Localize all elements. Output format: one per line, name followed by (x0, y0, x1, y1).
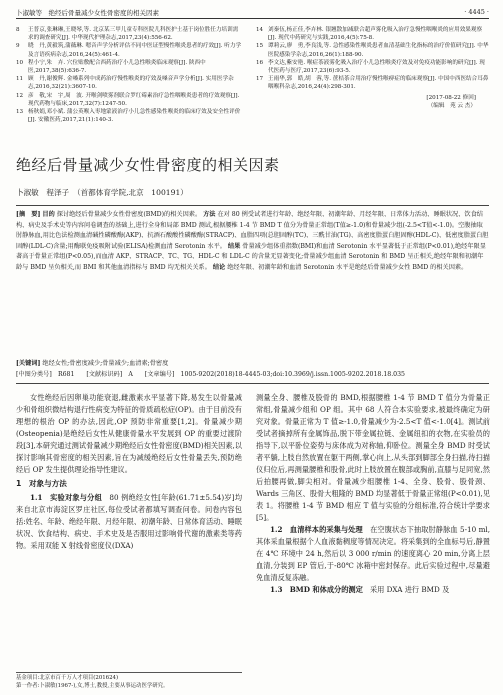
running-header-title: 卜淑敏等 绝经后骨量减少女性骨密度的相关因素 (16, 9, 159, 17)
keywords-text: 绝经女性;骨密度减少;骨量减少;血清素;骨密度 (42, 360, 169, 367)
reference-number: 17 (256, 76, 264, 83)
reference-item (256, 42, 490, 58)
subsection-heading: 1.1 实验对象与分组 (30, 493, 102, 502)
reference-number: 10 (16, 59, 24, 66)
reference-number: 16 (256, 59, 264, 66)
reference-number: 12 (16, 92, 24, 99)
reference-text: 杨秋娟,邓小斌. 蒲公英喉入枣地蒙液治疗小儿急性感染性喉炎的临床疗效及安全性评价[J]. 安徽医药,2017,21(1):140-3. (28, 109, 241, 124)
reference-list-right (256, 26, 490, 110)
reference-text: 晓 丹,黄毅筑,蒲薇琳. 嗯音声学分析评估不同中医证型慢性喉炎患者的疗效[J]. 听力学及言语疾病杂志,2016,24(5):461-4. (28, 43, 242, 58)
fund-note: 基金项目:北京市百千万人才项目(201624) (16, 675, 119, 681)
reference-text: 王普京,张琳琳,王晓琴,等. 北京某三甲儿童专科医院儿科医护士基于岗位胜任力培训需求的调查研究[J]. 中华现代护理杂志,2017,23(4):556-62. (28, 27, 239, 42)
reference-number: 14 (256, 27, 264, 33)
reference-list-left (16, 26, 242, 124)
article-title: 绝经后骨量减少女性骨密度的相关因素 (16, 156, 280, 174)
revision-date: [2017-08-22 修回] (426, 94, 476, 101)
reference-number: 15 (256, 43, 264, 50)
purpose-label: 目的 (42, 211, 55, 218)
article-number: [文章编号] 1005-9202(2018)18-4445-03;doi:10.3969/j.issn.1005-9202.2018.18.035 (144, 371, 405, 378)
body-column-right (256, 392, 490, 596)
intro-paragraph: 女性绝经后因卵巢功能衰退,雌激素水平显著下降,易发生以骨量减少和骨组织微结构退行性病变为特征的骨质疏松症(OP)。由于目前没有理想的根治 OP 的办法,因此,OP 预防非常重要[1,2]。骨量减少期(Osteopenia)是绝经后女性从健康骨量水平发展到 OP 的重要过渡阶段[3],本研究通过测试骨量减少期绝经后女性骨密度(BMD)相关因素,以探讨影响其骨密度的相关因素,旨在为减缓绝经后女性骨量丢失,预防绝经后 OP 发生提供理论指导性建议。 (16, 393, 242, 474)
author-note: 第一作者:卜淑敏(1967-),女,博士,教授,主要从事运动医学研究。 (16, 683, 169, 689)
reference-text: 刘秦伍,杨正佳,李卉林. 银翘散加减联合超声雾化吸入治疗急慢性咽喉炎的应用效果观察[J]. 现代中药研究与实践,2016,4(5):75-8. (268, 27, 483, 42)
reference-item (16, 75, 242, 91)
reference-text: 顾 丹,谢俊辉. 金嗓系列中成药治疗慢性喉炎的疗效及嗓音声学分析[J]. 实用医学杂志,2016,32(21):3607-10. (28, 76, 234, 91)
abstract-top-rule (16, 205, 489, 206)
method-label: 方法 (203, 211, 216, 218)
keywords (16, 358, 489, 367)
reference-text: 李文达,紫安艳. 喉症茶液雾化吸入治疗小儿急性喉炎疗效及对免疫功能影响的研究[J]. 现代医药与医疗,2017,23(6):93-5. (268, 59, 485, 75)
page-number: · 4445 · (464, 8, 489, 16)
reference-text: 程小宁,朱 卉. 穴位贴敷配合西药治疗小儿急性喉炎临床观察[J]. 陕西中医,2017,38(5):636-7. (28, 59, 206, 75)
running-header (16, 6, 489, 19)
reference-number: 13 (16, 109, 24, 116)
reference-item (16, 92, 242, 108)
subsection-heading: 1.2 血清样本的采集与处理 (270, 525, 363, 534)
reference-text: 彦 敬,宋 宇,周 波. 开喉剑喷雾剂联合罗红霉素治疗急性咽喉炎患者的疗效观察[J]. 现代药物与临床,2017,32(7):1247-50. (28, 92, 240, 107)
reference-item (16, 59, 242, 75)
result-label: 结果 (227, 242, 241, 250)
reference-item (16, 42, 242, 58)
reference-number: 8 (16, 27, 20, 33)
conclusion-text: 绝经年限、初潮年龄和血清 Serotonin 水平是绝经后骨量减少女性 BMD 的相关因素。 (227, 263, 468, 271)
editor-credit: （编辑 苑 云 杰） (427, 102, 476, 109)
section-heading: 1 对象与方法 (16, 479, 67, 488)
reference-item (256, 75, 490, 91)
abstract-label: [摘 要] (16, 211, 41, 218)
bmd-paragraph: 采用 DXA 进行 BMD 及 (369, 585, 450, 594)
reference-item (256, 59, 490, 75)
abstract-bottom-rule (16, 383, 489, 384)
reference-item (16, 108, 242, 124)
body-column-left (16, 392, 242, 552)
reference-item (16, 26, 242, 42)
conclusion-label: 结论 (212, 263, 226, 271)
subjects-paragraph: 80 例绝经女性[年龄(61.71±5.54)岁]均来自北京市海淀区罗庄社区,每位受试者都填写调查问卷。问卷内容包括:姓名、年龄、绝经年限、月经年限、初潮年龄、日常体育活动、睡眠状况、饮食结构、病史、手术史及是否服用过影响骨代谢的激素类等药物。采用双能 X 射线骨密度仪(DXA) (16, 493, 243, 550)
purpose-text: 探讨绝经后骨量减少女性骨密度(BMD)的相关因素。 (56, 211, 202, 218)
author-line: 卜淑敏 程泽子 （首都体育学院,北京 100191） (16, 188, 188, 197)
reference-number: 11 (16, 76, 24, 83)
reference-item (256, 26, 490, 42)
reference-text: 王雨华,郭 皓,胡 蓉,等. 蔗桔茶合用治疗慢性喉痹症的临床观察[J]. 中国中西医结合耳鼻咽喉科杂志,2016,24(4):298-301. (268, 76, 489, 91)
reference-number: 9 (16, 43, 20, 50)
serum-paragraph: 在空腹状态下抽取肘静脉血 5-10 ml,其体采血量根据个人血液黏稠度等情况决定。将采集到的全血标号后,静置在 4℃ 环境中 24 h,然后以 3 000 r/min 的速度离心 20 min,分离上层血清,分装到 EP 管后,于-80℃ 冰箱中密封保存。此后实验过程中,尽量避免血清反复冻融。 (256, 525, 490, 582)
footnote (16, 672, 242, 690)
document-code: [文献标识码] A (86, 371, 133, 378)
classification-line (16, 369, 489, 378)
keywords-label: [关键词] (16, 360, 41, 367)
grouping-paragraph: 测量全身、腰椎及股骨的 BMD,根据腰椎 1-4 节 BMD T 值分为骨量正常组,骨量减少组和 OP 组。其中 68 人符合本实验要求,被最终确定为研究对象。骨量正常为 T 值≥-1.0,骨量减少为-2.5<T 值<-1.0[4]。测试前受试者摘掉所有金属饰品,脱下带金属拉链、金属纽扣的衣物,在实验员的指导下,以平卧位姿势与床体成为对称轴,仰卧位。测量全身 BMD 时受试者平躺,上肢自然放置在躯干两侧,掌心向上,从头部到脚部全身扫描,待扫描仪归位后,再测量腰椎和股骨,此时上肢放置在腹部或胸前,直膝与足同宽,然后拍腰再做,脚尖相对。骨量减少组腰椎 1-4、全身、股骨、股骨颈、Wards 三角区、股骨大粗隆的 BMD 均显著低于骨量正常组(P<0.01),见表 1。将腰椎 1-4 节 BMD 相应 T 值与实验的分组标准,符合统计学要求[5]。 (256, 393, 490, 522)
reference-text: 谭莉云,廖 勇,李良浅,等. 急性感染性喉炎患者血清基础生化指标的治疗价值研究[J]. 中华医院感染学杂志,2016,26(1):188-90. (268, 43, 489, 58)
result-text: 骨量减少组体重指数(BMI)和血清 Serotonin 水平显著低于正常组(P<0.01),绝经年限显著高于骨量正常组(P<0.05),而血清 AKP、STRACP、TC、TG、HDL-C 和 LDL-C 的含量无显著变化;骨量减少组血清 Serotonin 和 BMD 呈正相关,绝经年限和初潮年龄与 BMD 呈负相关,而 BMI 和其他血清指标与 BMD 均无相关关系。 (16, 242, 486, 271)
abstract (16, 210, 489, 273)
clc-number: [中图分类号] R681 (16, 371, 75, 378)
method-text: 在对 80 例受试者进行年龄、绝经年限、初潮年龄、月经年限、日常体力活动、睡眠状况、饮食结构、病史及手术史等内容问卷调查的基础上,进行全身和局部 BMD 测试,根据腰椎 1-4 节 BMD T 值分为骨量正常组(T值≥-1.0)和骨量减少组(-2.5<T值<-1.0)。空腹抽取肘静脉血,用比色法检测血清碱性磷酸酶(AKP)、抗酒石酸酸性磷酸酶(STRACP)、血脂四项(总胆固醇(TC)、三酰甘油(TG)、高密度脂蛋白胆固醇(HDL-C)、低密度脂蛋白胆固醇(LDL-C)含量;用酶联免疫吸附试验(ELISA)检测血清 Serotonin 水平。 (16, 211, 489, 250)
subsection-heading: 1.3 BMD 和体成分的测定 (270, 585, 363, 594)
